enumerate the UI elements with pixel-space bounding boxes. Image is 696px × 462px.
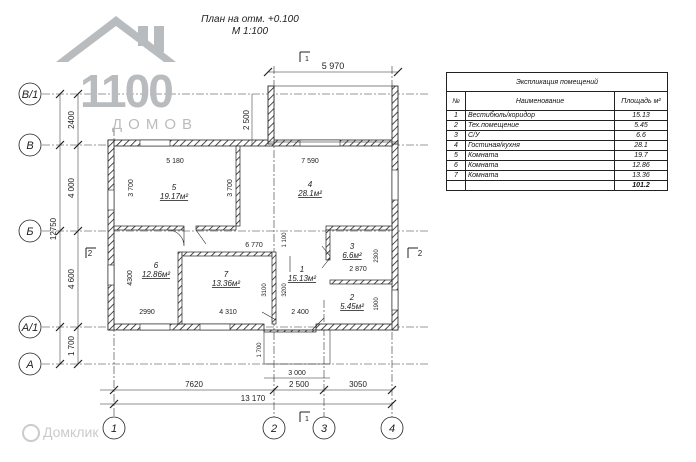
row-num: 2 xyxy=(447,121,466,131)
room-area: 28.1м² xyxy=(298,189,322,198)
dim-porch-width: 3 000 xyxy=(288,370,306,377)
axis-label-v1: В/1 xyxy=(21,89,39,101)
room-number: 7 xyxy=(223,270,229,279)
room-number: 1 xyxy=(299,265,305,274)
table-row xyxy=(447,131,668,141)
section-mark: 2 xyxy=(417,249,423,258)
row-num: 5 xyxy=(447,151,466,161)
logo-number: 1100 xyxy=(80,65,172,117)
axis-label-a1: А/1 xyxy=(21,322,39,334)
section-mark: 1 xyxy=(305,416,309,423)
room-number: 2 xyxy=(349,293,355,302)
watermark-text: Домклик xyxy=(43,424,99,440)
axis-label-1: 1 xyxy=(110,423,118,435)
column-header-name: Наименование xyxy=(466,92,615,111)
room-area: 15.13м² xyxy=(287,274,317,283)
room-area: 6.6м² xyxy=(342,251,362,260)
dim-bottom-total: 13 170 xyxy=(240,394,266,403)
dim-interior: 6 770 xyxy=(245,242,263,249)
table-caption: Экспликация помещений xyxy=(447,73,668,92)
room-area: 12.86м² xyxy=(141,270,171,279)
row-name: Гостиная/кухня xyxy=(466,141,615,151)
row-area: 13.36 xyxy=(615,171,668,181)
axis-label-2: 2 xyxy=(270,423,278,435)
table-row xyxy=(447,141,668,151)
plan-scale: М 1:100 xyxy=(231,26,269,37)
dim-bottom: 3050 xyxy=(349,380,367,389)
dim-top: 5 970 xyxy=(321,61,345,71)
domclick-logo-icon xyxy=(22,424,40,442)
room-number: 6 xyxy=(153,261,159,270)
plan-title xyxy=(180,14,320,38)
row-area: 5.45 xyxy=(615,121,668,131)
dim-interior: 2990 xyxy=(139,309,155,316)
dim-left-seg: 4 000 xyxy=(67,177,76,199)
dim-left-outer: 12750 xyxy=(49,217,58,241)
porch-outline xyxy=(264,86,398,364)
section-mark: 1 xyxy=(305,56,309,63)
dim-porch-height: 2 500 xyxy=(242,109,251,131)
dim-bottom: 7620 xyxy=(185,380,203,389)
table-total-row xyxy=(447,181,668,191)
axis-label-3: 3 xyxy=(320,423,328,435)
row-name: Комната xyxy=(466,161,615,171)
logo-word: ДОМОВ xyxy=(112,116,198,133)
dim-interior: 3200 xyxy=(282,283,288,297)
plan-title-line: План на отм. +0.100 xyxy=(201,14,299,25)
dim-interior: 1 100 xyxy=(282,232,288,248)
table-row xyxy=(447,161,668,171)
dim-interior: 2300 xyxy=(374,249,380,263)
room-area: 13.36м² xyxy=(211,279,241,288)
row-num: 1 xyxy=(447,111,466,121)
row-num: 7 xyxy=(447,171,466,181)
dim-interior: 3100 xyxy=(262,283,268,297)
column-header-num: № xyxy=(447,92,466,111)
dim-left-seg: 1 700 xyxy=(67,335,76,357)
room-area: 5.45м² xyxy=(340,302,364,311)
axis-label-a: А xyxy=(26,359,34,371)
row-area: 6.6 xyxy=(615,131,668,141)
row-name: С/У xyxy=(466,131,615,141)
dim-interior: 4 310 xyxy=(219,309,237,316)
dim-interior: 3 700 xyxy=(227,179,234,197)
dim-left-seg: 4 600 xyxy=(67,268,76,290)
row-name: Комната xyxy=(466,171,615,181)
row-name: Тех.помещение xyxy=(466,121,615,131)
row-name: Комната xyxy=(466,151,615,161)
dim-left-seg: 2400 xyxy=(67,111,76,129)
row-area: 19.7 xyxy=(615,151,668,161)
room-number: 4 xyxy=(307,180,313,189)
dim-bottom: 2 500 xyxy=(288,380,310,389)
row-name: Вестибюль/коридор xyxy=(466,111,615,121)
table-row xyxy=(447,171,668,181)
dim-interior: 2 400 xyxy=(291,309,309,316)
row-num: 3 xyxy=(447,131,466,141)
row-area: 12.86 xyxy=(615,161,668,171)
explication-table xyxy=(446,72,668,191)
axis-label-4: 4 xyxy=(388,423,396,435)
dim-interior: 7 590 xyxy=(301,158,319,165)
dim-interior: 1 700 xyxy=(257,342,263,358)
row-num: 4 xyxy=(447,141,466,151)
row-area: 28.1 xyxy=(615,141,668,151)
row-num: 6 xyxy=(447,161,466,171)
room-number: 5 xyxy=(171,183,177,192)
section-mark: 2 xyxy=(87,249,93,258)
dim-interior: 1900 xyxy=(374,297,380,311)
table-row xyxy=(447,151,668,161)
room-number: 3 xyxy=(349,242,355,251)
axis-label-v: В xyxy=(26,140,34,152)
table-row xyxy=(447,121,668,131)
table-row xyxy=(447,111,668,121)
room-area: 19.17м² xyxy=(159,192,189,201)
axis-label-b: Б xyxy=(26,226,34,238)
column-header-area: Площадь м² xyxy=(615,92,668,111)
dim-interior: 4300 xyxy=(127,270,134,286)
watermark xyxy=(22,424,98,442)
row-area: 15.13 xyxy=(615,111,668,121)
dim-interior: 3 700 xyxy=(128,179,135,197)
total-area: 101.2 xyxy=(615,181,668,191)
dim-interior: 2 870 xyxy=(349,266,367,273)
axis-bubbles xyxy=(19,83,403,439)
dim-interior: 5 180 xyxy=(166,158,184,165)
